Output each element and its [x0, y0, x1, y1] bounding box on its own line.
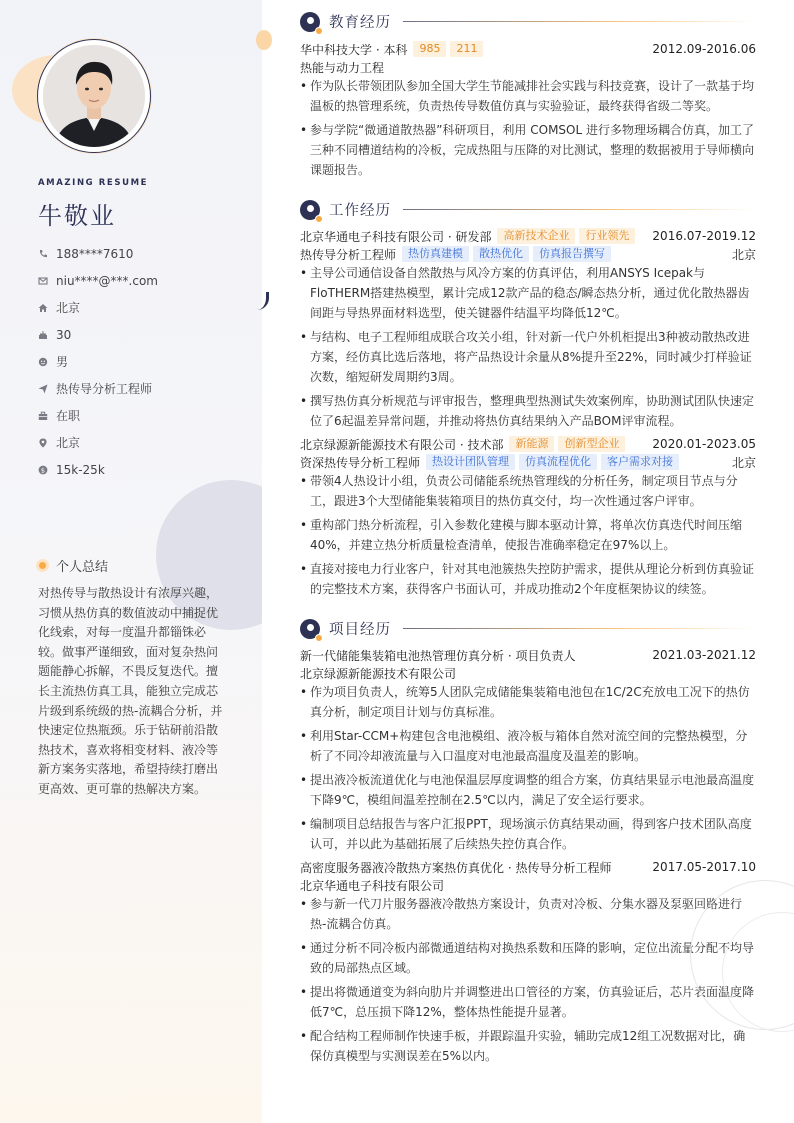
- project-name-row: [300, 858, 756, 876]
- info-city-text: 北京: [56, 436, 81, 450]
- list-item: • 提出将微通道变为斜向肋片并调整进出口管径的方案，仿真验证后，芯片表面温度降低7℃，总压损下降12%，整体热性能提升显著。: [300, 982, 756, 1022]
- list-item: • 作为项目负责人，统筹5人团队完成储能集装箱电池包在1C/2C充放电工况下的热仿真分析，制定项目计划与仿真标准。: [300, 682, 756, 722]
- job-city: 北京: [731, 247, 756, 262]
- section-divider: [403, 628, 756, 629]
- skill-tag: 仿真报告撰写: [533, 246, 611, 262]
- section-icon: [300, 12, 320, 32]
- education-section-header: [300, 11, 756, 32]
- summary-title: 个人总结: [56, 560, 109, 575]
- list-item: • 带领4人热设计小组，负责公司储能系统热管理线的分析任务，制定项目节点与分工，跟进3个大型储能集装箱项目的热仿真交付，均一次性通过客户评审。: [300, 471, 756, 511]
- section-divider: [403, 209, 756, 210]
- profile-photo: [43, 45, 145, 147]
- list-item: • 与结构、电子工程师组成联合攻关小组，针对新一代户外机柜提出3种被动散热改进方案，经仿真比选后落地，将产品热设计余量从8%提升至22%，同时减少打样验证次数，缩短研发周期约3周。: [300, 327, 756, 387]
- projects-title: 项目经历: [329, 622, 391, 638]
- info-age-text: 30: [56, 327, 72, 342]
- project-org-row: [300, 876, 756, 894]
- svg-text:$: $: [40, 465, 46, 474]
- company-tag: 新能源: [509, 436, 554, 452]
- list-item: • 利用Star-CCM+构建包含电池模组、液冷板与箱体自然对流空间的完整热模型，分析了不同冷却液流量与入口温度对电池最高温度及温差的影响。: [300, 726, 756, 766]
- company-tag: 创新型企业: [558, 436, 625, 452]
- project-name: 新一代储能集装箱电池热管理仿真分析 · 项目负责人: [300, 648, 576, 663]
- candidate-name: 牛敬业: [38, 202, 116, 230]
- info-job-target-text: 热传导分析工程师: [56, 382, 153, 396]
- school-tag: 211: [450, 41, 483, 57]
- school-name: 华中科技大学 · 本科: [300, 42, 408, 57]
- job-role-row: [300, 245, 756, 263]
- job-bullets: [300, 471, 756, 603]
- school-tag: 985: [413, 41, 446, 57]
- list-item: • 作为队长带领团队参加全国大学生节能减排社会实践与科技竞赛，设计了一款基于均温板的热管理系统，负责热传导数值仿真与实验验证，最终获得省级二等奖。: [300, 76, 756, 116]
- cake-icon: [38, 330, 48, 340]
- info-age: [38, 321, 158, 348]
- list-item: • 参与新一代刀片服务器液冷散热方案设计，负责对冷板、分集水器及泵驱回路进行热-流耦合仿真。: [300, 894, 756, 934]
- info-hometown: [38, 294, 158, 321]
- info-gender: [38, 348, 158, 375]
- skill-tag: 仿真流程优化: [519, 454, 597, 470]
- salary-icon: [38, 465, 48, 475]
- info-salary-text: 15k-25k: [56, 462, 105, 477]
- project-org: 北京华通电子科技有限公司: [300, 878, 445, 893]
- info-hometown-text: 北京: [56, 301, 81, 315]
- company-name: 北京华通电子科技有限公司 · 研发部: [300, 229, 492, 244]
- list-item: • 直接对接电力行业客户，针对其电池簇热失控防护需求，提供从理论分析到仿真验证的完整技术方案，获得客户书面认可，并成功推动2个年度框架协议的续签。: [300, 559, 756, 599]
- skill-tag: 热仿真建模: [402, 246, 469, 262]
- phone-icon: [38, 249, 48, 259]
- project-org: 北京绿源新能源技术有限公司: [300, 666, 457, 681]
- section-icon: [300, 200, 320, 220]
- job-city: 北京: [731, 455, 756, 470]
- resume-label: AMAZING RESUME: [38, 178, 149, 188]
- list-item: • 通过分析不同冷板内部微通道结构对换热系数和压降的影响，定位出流量分配不均导致的局部热点区域。: [300, 938, 756, 978]
- project-bullets: [300, 894, 756, 1070]
- education-date: 2012.09-2016.06: [652, 42, 756, 56]
- major-row: [300, 58, 756, 76]
- job-role: 热传导分析工程师: [300, 247, 397, 262]
- education-title: 教育经历: [329, 15, 391, 31]
- info-phone: [38, 240, 158, 267]
- company-tag: 行业领先: [579, 228, 635, 244]
- skill-tag: 热设计团队管理: [426, 454, 515, 470]
- location-pin-icon: [38, 438, 48, 448]
- project-date: 2021.03-2021.12: [652, 648, 756, 662]
- work-title: 工作经历: [329, 203, 391, 219]
- skill-tag: 散热优化: [473, 246, 529, 262]
- list-item: • 撰写热仿真分析规范与评审报告，整理典型热测试失效案例库，协助测试团队快速定位了6起温差异常问题，并推动将热仿真结果纳入产品BOM评审流程。: [300, 391, 756, 431]
- list-item: • 编制项目总结报告与客户汇报PPT，现场演示仿真结果动画，得到客户技术团队高度认可，并以此为基础拓展了后续热失控仿真合作。: [300, 814, 756, 854]
- home-icon: [38, 303, 48, 313]
- info-status: [38, 402, 158, 429]
- job-company-row: [300, 227, 756, 245]
- info-gender-text: 男: [56, 355, 69, 369]
- briefcase-icon: [38, 411, 48, 421]
- summary-text: 对热传导与散热设计有浓厚兴趣，习惯从热仿真的数值波动中捕捉优化线索，对每一度温升都锱铢必较。做事严谨细致，面对复杂热问题能静心拆解，不畏反复迭代。擅长主流热仿真工具，能独立完成芯片级到系统级的热-流耦合分析，并快速定位热瓶颈。乐于钻研前沿散热技术，喜欢将相变材料、液冷等新方案务实落地，希望持续打磨出更高效、更可靠的热解决方案。: [38, 586, 223, 796]
- info-email-text: niu****@***.com: [56, 273, 158, 288]
- info-salary: [38, 456, 158, 483]
- list-item: • 提出液冷板流道优化与电池保温层厚度调整的组合方案，仿真结果显示电池最高温度下降9℃，模组间温差控制在2.5℃以内，满足了安全运行要求。: [300, 770, 756, 810]
- info-city: [38, 429, 158, 456]
- project-name-row: [300, 646, 756, 664]
- section-divider: [403, 21, 756, 22]
- project-name: 高密度服务器液冷散热方案热仿真优化 · 热传导分析工程师: [300, 860, 612, 875]
- project-date: 2017.05-2017.10: [652, 860, 756, 874]
- job-date: 2020.01-2023.05: [652, 437, 756, 451]
- summary-dot-icon: [36, 559, 49, 572]
- sidebar: [0, 0, 262, 1123]
- job-role: 资深热传导分析工程师: [300, 455, 421, 470]
- list-item: • 配合结构工程师制作快速手板，并跟踪温升实验，辅助完成12组工况数据对比，确保仿真模型与实测误差在5%以内。: [300, 1026, 756, 1066]
- skill-tag: 客户需求对接: [601, 454, 679, 470]
- major: 热能与动力工程: [300, 60, 385, 75]
- gender-icon: [38, 357, 48, 367]
- company-tag: 高新技术企业: [497, 228, 575, 244]
- summary-header: [36, 556, 108, 575]
- info-job-target: [38, 375, 158, 402]
- job-bullets: [300, 263, 756, 435]
- work-section-header: [300, 199, 756, 220]
- info-email: [38, 267, 158, 294]
- education-bullets: [300, 76, 756, 184]
- education-row: [300, 40, 756, 58]
- decorative-knob: [256, 30, 272, 50]
- info-phone-text: 188****7610: [56, 246, 134, 261]
- avatar: [37, 39, 151, 153]
- project-org-row: [300, 664, 756, 682]
- projects-section-header: [300, 618, 756, 639]
- list-item: • 重构部门热分析流程，引入参数化建模与脚本驱动计算，将单次仿真迭代时间压缩40%，并建立热分析质量检查清单，使报告准确率稳定在97%以上。: [300, 515, 756, 555]
- job-role-row: [300, 453, 756, 471]
- contact-info-list: [38, 240, 158, 483]
- mail-icon: [38, 276, 48, 286]
- send-icon: [38, 384, 48, 394]
- company-name: 北京绿源新能源技术有限公司 · 技术部: [300, 437, 504, 452]
- project-bullets: [300, 682, 756, 858]
- section-icon: [300, 619, 320, 639]
- job-date: 2016.07-2019.12: [652, 229, 756, 243]
- job-company-row: [300, 435, 756, 453]
- decorative-arc: [257, 292, 269, 310]
- info-status-text: 在职: [56, 409, 81, 423]
- portrait-illustration: [43, 45, 145, 147]
- list-item: • 参与学院“微通道散热器”科研项目，利用 COMSOL 进行多物理场耦合仿真，加工了三种不同槽道结构的冷板，完成热阻与压降的对比测试，整理的数据被用于导师横向课题报告。: [300, 120, 756, 180]
- list-item: • 主导公司通信设备自然散热与风冷方案的仿真评估，利用ANSYS Icepak与FloTHERM搭建热模型，累计完成12款产品的稳态/瞬态热分析，通过优化散热器齿间距与导热界面材料选型，使关键器件结温平均降低12℃。: [300, 263, 756, 323]
